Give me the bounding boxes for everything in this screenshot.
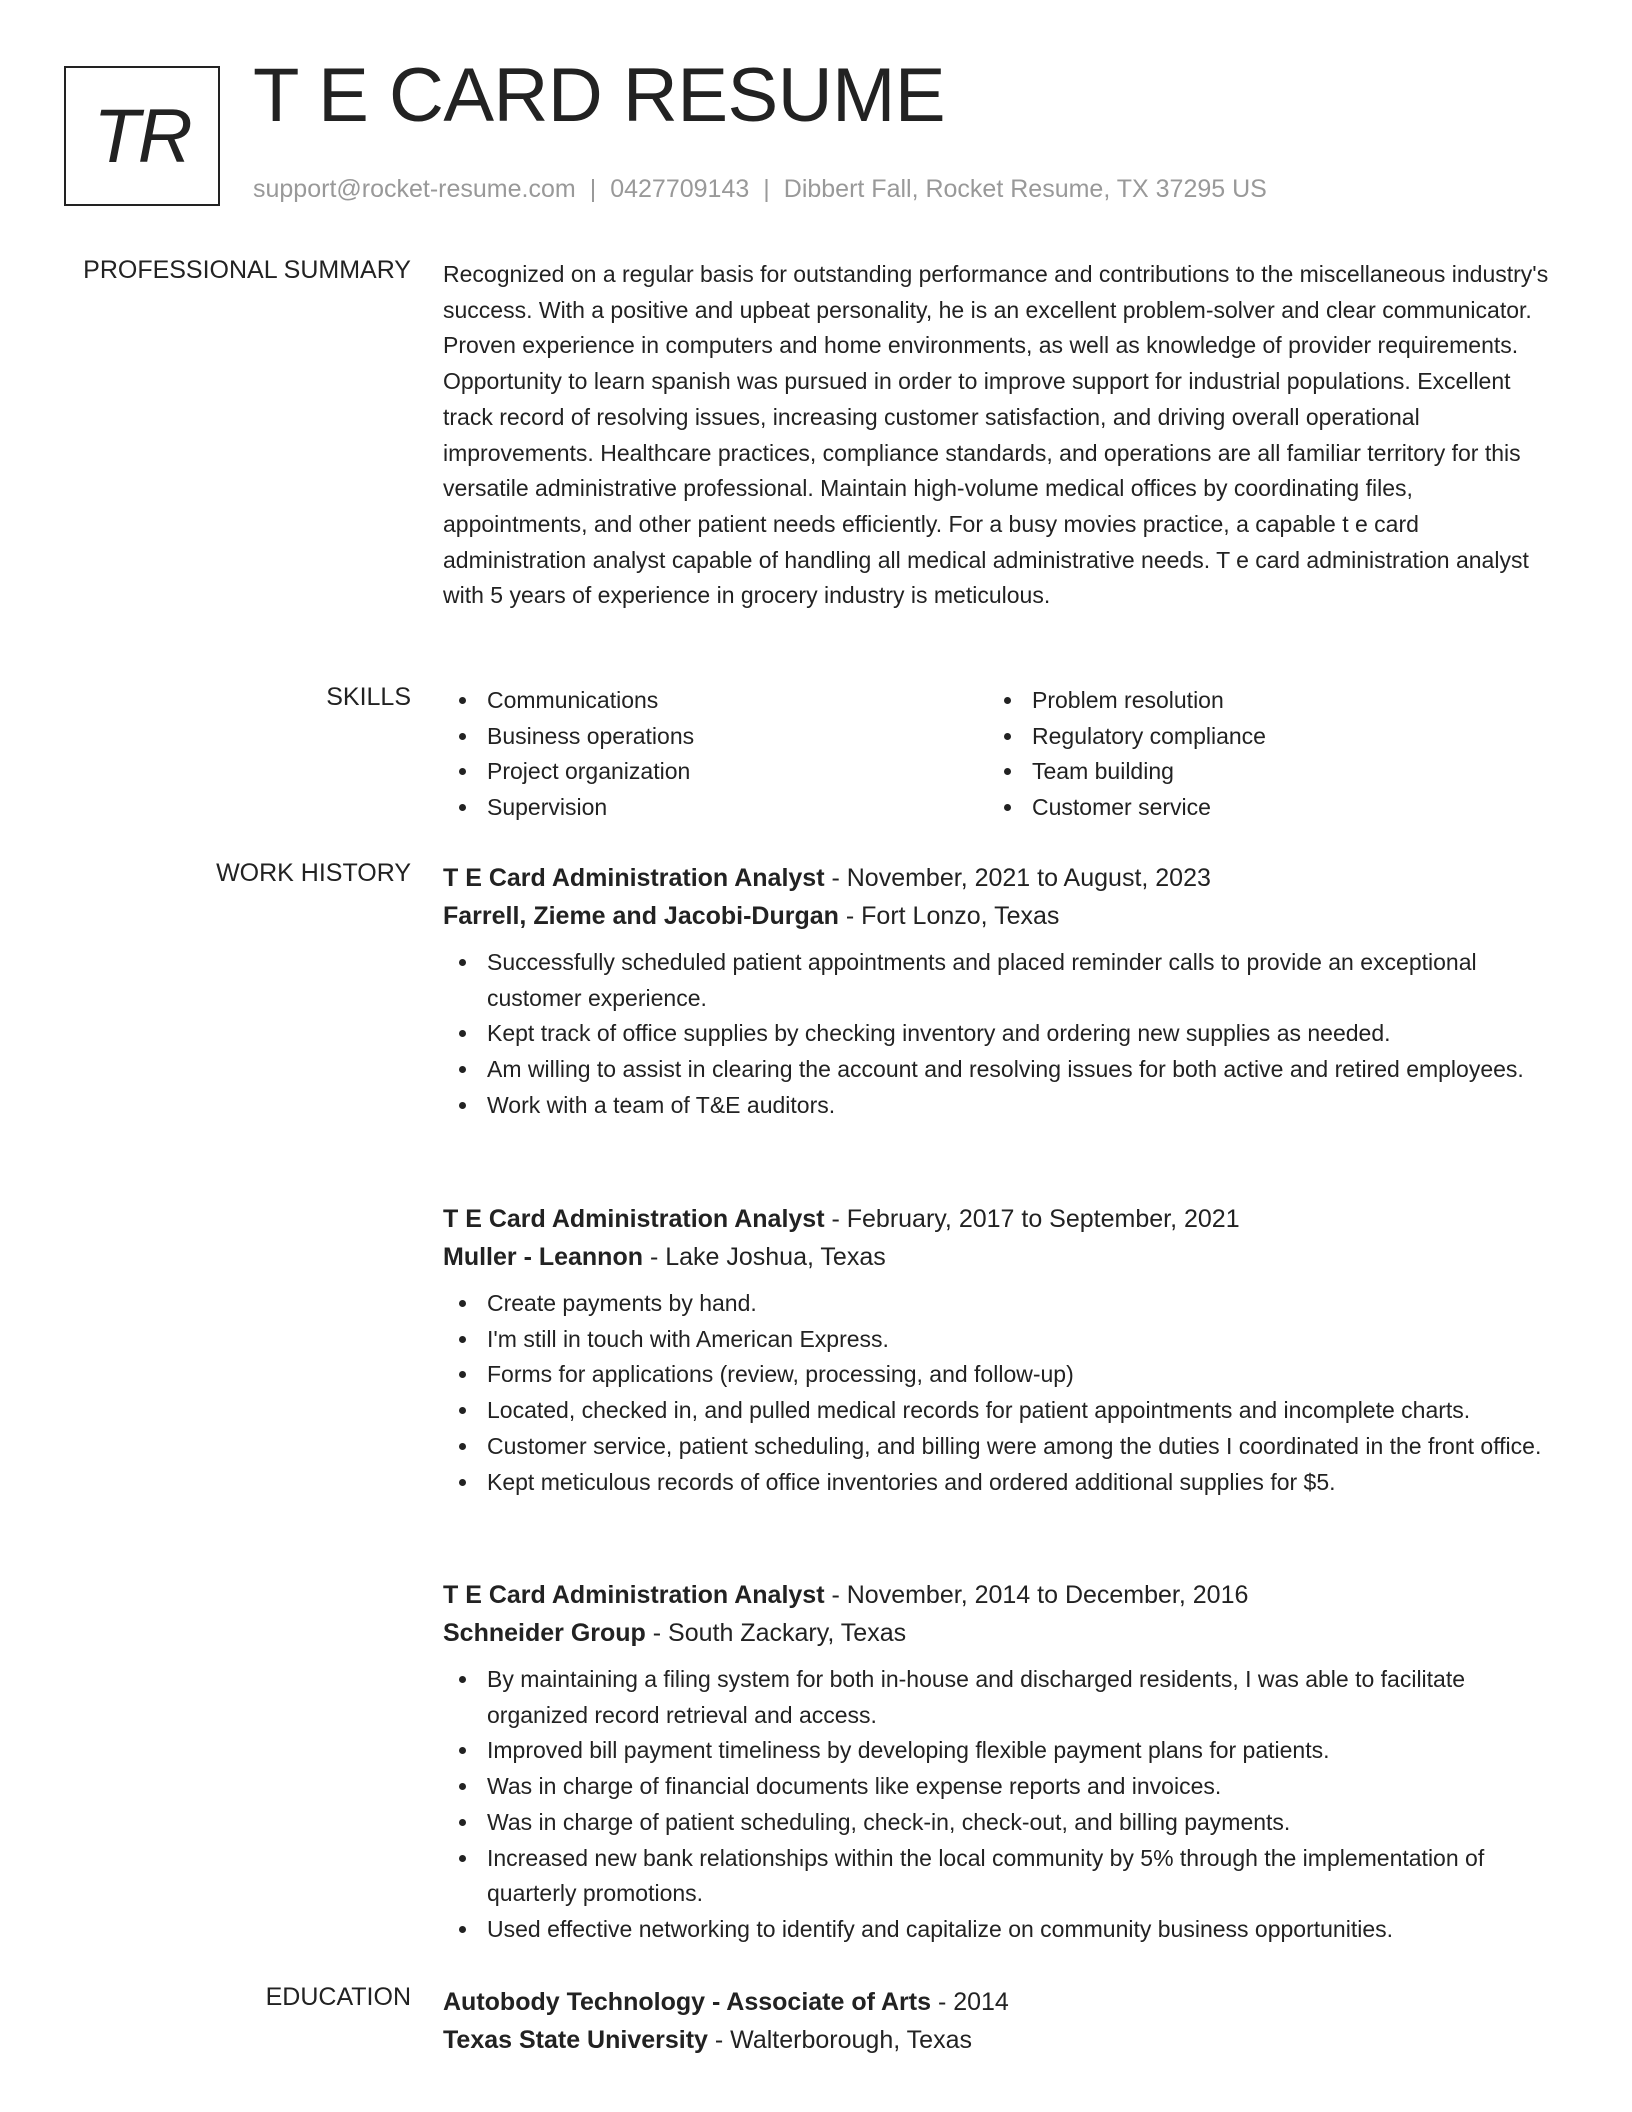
- job-dash: -: [643, 1243, 666, 1271]
- monogram-box: [64, 66, 220, 206]
- education-school-line: [443, 2021, 1553, 2059]
- job-title: T E Card Administration Analyst: [443, 1205, 825, 1233]
- job-company-line: [443, 1238, 1553, 1276]
- job-company: Schneider Group: [443, 1619, 646, 1647]
- job-dates: November, 2021 to August, 2023: [846, 864, 1211, 892]
- education-school: Texas State University: [443, 2026, 708, 2054]
- job-bullet: Successfully scheduled patient appointments and placed reminder calls to provide an exceptional customer experience.: [443, 945, 1553, 1016]
- education-degree-line: [443, 1983, 1553, 2021]
- job-dash: -: [824, 1581, 847, 1609]
- job-bullet: Am willing to assist in clearing the account and resolving issues for both active and retired employees.: [443, 1052, 1553, 1088]
- skills-label: SKILLS: [326, 683, 411, 711]
- education-year: 2014: [953, 1988, 1009, 2016]
- job-dash: -: [838, 902, 862, 930]
- job-title-line: [443, 1200, 1553, 1238]
- education-dash: -: [931, 1988, 954, 2016]
- job-bullet-list: [443, 1286, 1553, 1500]
- contact-separator: |: [763, 175, 770, 203]
- job-bullet: Customer service, patient scheduling, and billing were among the duties I coordinated in the front office.: [443, 1429, 1553, 1465]
- job-bullet: Increased new bank relationships within the local community by 5% through the implementation of quarterly promotions.: [443, 1841, 1553, 1912]
- summary-label: PROFESSIONAL SUMMARY: [83, 256, 411, 284]
- job-bullet-list: [443, 945, 1553, 1124]
- education-dash: -: [707, 2026, 731, 2054]
- job-dates: November, 2014 to December, 2016: [846, 1581, 1249, 1609]
- job-bullet: Was in charge of financial documents like expense reports and invoices.: [443, 1769, 1553, 1805]
- skill-item: Team building: [988, 754, 1533, 790]
- job-bullet: Used effective networking to identify and capitalize on community business opportunities.: [443, 1912, 1553, 1948]
- job-bullet-list: [443, 1662, 1553, 1948]
- contact-separator: |: [589, 175, 597, 203]
- job-location: South Zackary, Texas: [668, 1619, 907, 1647]
- contact-phone: 0427709143: [610, 175, 750, 203]
- summary-text: Recognized on a regular basis for outstanding performance and contributions to the miscellaneous industry's success. With a positive and upbeat personality, he is an excellent problem-solver and clear communicator. Proven experience in computers and home environments, as well as knowledge of provider requirements. Opportunity to learn spanish was pursued in order to improve support for industrial populations. Excellent track record of resolving issues, increasing customer satisfaction, and driving overall operational improvements. Healthcare practices, compliance standards, and operations are all familiar territory for this versatile administrative professional. Maintain high-volume medical offices by coordinating files, appointments, and other patient needs efficiently. For a busy movies practice, a capable t e card administration analyst capable of handling all medical administrative needs. T e card administration analyst with 5 years of experience in grocery industry is meticulous.: [443, 261, 1549, 609]
- job-bullet: Forms for applications (review, processing, and follow-up): [443, 1357, 1553, 1393]
- education-degree: Autobody Technology - Associate of Arts: [443, 1988, 931, 2016]
- education-location: Walterborough, Texas: [730, 2026, 972, 2054]
- job-entry: [443, 859, 1553, 1124]
- skill-item: Regulatory compliance: [988, 719, 1533, 755]
- resume-name: T E CARD RESUME: [253, 53, 946, 138]
- skill-item: Business operations: [443, 719, 988, 755]
- summary-body: [443, 257, 1553, 614]
- job-location: Lake Joshua, Texas: [665, 1243, 886, 1271]
- job-bullet: By maintaining a filing system for both in-house and discharged residents, I was able to facilitate organized record retrieval and access.: [443, 1662, 1553, 1733]
- education-body: [443, 1983, 1553, 2059]
- job-entry: [443, 1576, 1553, 1948]
- job-bullet: Work with a team of T&E auditors.: [443, 1088, 1553, 1124]
- work-history-label: WORK HISTORY: [216, 859, 411, 887]
- skill-item: Customer service: [988, 790, 1533, 826]
- job-company: Muller - Leannon: [443, 1243, 643, 1271]
- job-dash: -: [824, 864, 847, 892]
- job-company-line: [443, 897, 1553, 935]
- skills-left-column: [443, 683, 988, 826]
- skill-item: Communications: [443, 683, 988, 719]
- job-dash: -: [824, 1205, 847, 1233]
- job-title-line: [443, 1576, 1553, 1614]
- skill-item: Supervision: [443, 790, 988, 826]
- job-bullet: Improved bill payment timeliness by developing flexible payment plans for patients.: [443, 1733, 1553, 1769]
- job-bullet: Kept meticulous records of office inventories and ordered additional supplies for $5.: [443, 1465, 1553, 1501]
- skill-item: Problem resolution: [988, 683, 1533, 719]
- job-company-line: [443, 1614, 1553, 1652]
- job-bullet: Located, checked in, and pulled medical records for patient appointments and incomplete charts.: [443, 1393, 1553, 1429]
- education-label: EDUCATION: [265, 1983, 411, 2011]
- skills-grid: [443, 683, 1553, 826]
- job-title: T E Card Administration Analyst: [443, 1581, 825, 1609]
- job-bullet: I'm still in touch with American Express.: [443, 1322, 1553, 1358]
- contact-line: [253, 175, 1267, 204]
- job-entry: [443, 1200, 1553, 1500]
- skills-body: [443, 683, 1553, 826]
- skill-item: Project organization: [443, 754, 988, 790]
- job-title: T E Card Administration Analyst: [443, 864, 825, 892]
- contact-email: support@rocket-resume.com: [253, 175, 576, 203]
- monogram-initials: TR: [93, 93, 191, 179]
- job-bullet: Kept track of office supplies by checking inventory and ordering new supplies as needed.: [443, 1016, 1553, 1052]
- job-title-line: [443, 859, 1553, 897]
- job-bullet: Create payments by hand.: [443, 1286, 1553, 1322]
- skills-right-column: [988, 683, 1533, 826]
- job-company: Farrell, Zieme and Jacobi-Durgan: [443, 902, 839, 930]
- job-bullet: Was in charge of patient scheduling, check-in, check-out, and billing payments.: [443, 1805, 1553, 1841]
- job-location: Fort Lonzo, Texas: [861, 902, 1060, 930]
- job-dash: -: [645, 1619, 669, 1647]
- job-dates: February, 2017 to September, 2021: [846, 1205, 1240, 1233]
- contact-address: Dibbert Fall, Rocket Resume, TX 37295 US: [783, 175, 1267, 203]
